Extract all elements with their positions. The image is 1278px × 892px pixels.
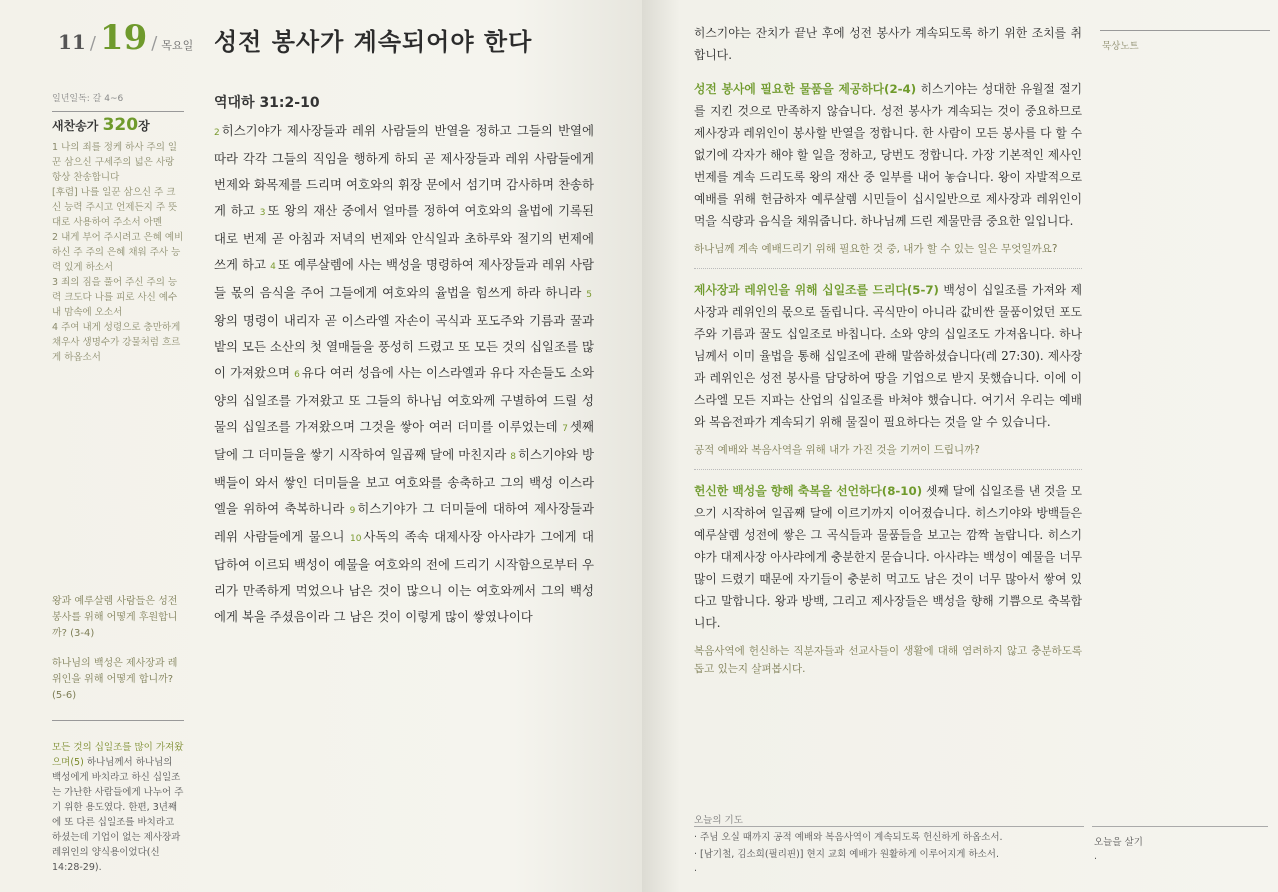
word-note-body: 하나님께서 하나님의 백성에게 바치라고 하신 십일조는 가난한 사람들에게 나누어 주기 위한 용도였다. 한편, 3년째에 또 다른 십일조를 바치라고 하셨는데 기업이 없는 제사장과 레위인의 양식용이었다(신 14:28-29). [52,757,184,873]
commentary-section: 제사장과 레위인을 위해 십일조를 드리다(5-7) 백성이 십일조를 가져와 제사장과 레위인의 몫으로 돌립니다. 곡식만이 아니라 값비싼 물품이었던 포도주와 기름과 꿀도 십일조로 바칩니다. 소와 양의 십일조도 가져옵니다. 하나님께서 이미 율법을 통해 십일조에 관해 말씀하셨습니다(레 27:30). 제사장과 레위인은 성전 봉사를 담당하여 땅을 기업으로 받지 못했습니다. 이에 이스라엘 모든 지파는 산업의 십일조를 바쳐야 했습니다. 여기서 우리는 예배와 복음전파가 계속되기 위해 물질이 필요하다는 것을 알 수 있습니다. [694,283,1082,429]
hymn-line: 1 나의 죄를 정케 하사 주의 일꾼 삼으신 구세주의 넓은 사랑 항상 찬송합니다 [52,142,178,183]
reflection-question: 하나님께 계속 예배드리기 위해 필요한 것 중, 내가 할 수 있는 일은 무엇일까요? [694,243,1058,255]
right-page [642,0,1278,892]
weekday: 목요일 [161,39,194,52]
commentary-section: 헌신한 백성을 향해 축복을 선언하다(8-10) 셋째 달에 십일조를 낸 것을 모으기 시작하여 일곱째 달에 이르기까지 이어졌습니다. 히스기야와 방백들은 예루살렘 성전에 쌓은 그 곡식들과 물품들을 보고는 깜짝 놀랍니다. 히스기야가 대제사장 아사랴에게 충분한지 묻습니다. 아사랴는 백성이 예물을 너무 많이 드렸기 때문에 자기들이 충분히 먹고도 남은 것이 너무 많아서 쌓여 있다고 말합니다. 왕과 방백, 그리고 제사장들은 백성을 향해 기쁨으로 축복합니다. [694,484,1083,630]
prayer-label: 오늘의 기도 [694,815,743,826]
commentary-intro: 히스기야는 잔치가 끝난 후에 성전 봉사가 계속되도록 하기 위한 조치를 취합니다. [694,26,1082,62]
hymn-line: 2 내게 부어 주시려고 은혜 예비하신 주 주의 은혜 채워 주사 능력 있게 하소서 [52,232,184,273]
word-note-head: 모든 것의 십일조를 많이 가져왔으며(5) [52,742,184,768]
scripture-text: 2 히스기야가 제사장들과 레위 사람들의 반열을 정하고 그들의 반열에 따라 각각 그들의 직임을 행하게 하되 곧 제사장들과 레위 사람들에게 번제와 화목제를 드리며 여호와의 휘장 문에서 섬기며 감사하며 찬송하게 하고 3 또 왕의 재산 중에서 얼마를 정하여 여호와의 율법에 기록된 대로 번제 곧 아침과 저녁의 번제와 안식일과 초하루와 절기의 번제에 쓰게 하고 4 또 예루살렘에 사는 백성을 명령하여 제사장들과 레위 사람들 몫의 음식을 주어 그들에게 여호와의 율법을 힘쓰게 하라 하니라 5왕의 명령이 내리자 곧 이스라엘 자손이 곡식과 포도주와 기름과 꿀과 밭의 모든 소산의 첫 열매들을 풍성히 드렸고 또 모든 것의 십일조를 많이 가져왔으며 6 유다 여러 성읍에 사는 이스라엘과 유다 자손들도 소와 양의 십일조를 가져왔고 또 그들의 하나님 여호와께 구별하여 드릴 성물의 십일조를 가져왔으며 그것을 쌓아 여러 더미를 이루었는데 7 셋째 달에 그 더미들을 쌓기 시작하여 일곱째 달에 마친지라 8 히스기야와 방백들이 와서 쌓인 더미들을 보고 여호와를 송축하고 그의 백성 이스라엘을 위하여 축복하니라 9 히스기야가 그 더미들에 대하여 제사장들과 레위 사람들에게 물으니 10 사독의 족속 대제사장 아사랴가 그에게 대답하여 이르되 백성이 예물을 여호와의 전에 드리기 시작함으로부터 우리가 만족하게 먹었으나 남은 것이 많으니 이는 여호와께서 그의 백성에게 복을 주셨음이라 그 남은 것이 이렇게 많이 쌓였나이다 [214,123,594,624]
commentary-section: 성전 봉사에 필요한 물품을 제공하다(2-4) 히스기야는 성대한 유월절 절기를 지킨 것으로 만족하지 않습니다. 성전 봉사가 계속되는 것이 중요하므로 제사장과 레위인이 봉사할 반열을 정합니다. 한 사람이 모든 봉사를 다 할 수 없기에 각자가 해야 할 일을 정하고, 당번도 정합니다. 가장 기본적인 제사인 번제를 계속 드리도록 왕의 재산 중 일부를 내어 놓습니다. 왕이 자발적으로 예배를 위해 헌금하자 예루살렘 시민들이 십시일반으로 제사장과 레위인이 먹을 식량과 음식을 채워줍니다. 하나님께 드린 제물만큼 중요한 일입니다. [694,82,1082,228]
prayer-box [694,812,1084,880]
today-living-bullet: · [1094,854,1098,865]
reflection-question: 복음사역에 헌신하는 직분자들과 선교사들이 생활에 대해 염려하지 않고 충분하도록 돕고 있는지 살펴봅시다. [694,645,1082,675]
question: 하나님의 백성은 제사장과 레위인을 위해 어떻게 합니까? (5-6) [52,658,178,701]
prayer-item: · [남기철, 김소희(필리핀)] 현지 교회 예배가 원활하게 이루어지게 하소서. [694,849,999,860]
question: 왕과 예루살렘 사람들은 성전 봉사를 위해 어떻게 후원합니까? (3-4) [52,596,178,639]
commentary [694,22,1082,688]
page-title: 성전 봉사가 계속되어야 한다 [214,27,533,56]
hymn-line: [후렴] 나를 일꾼 삼으신 주 크신 능력 주시고 언제든지 주 뜻대로 사용하여 주소서 아멘 [52,187,178,228]
side-column [52,92,184,365]
today-living-label: 오늘을 살기 [1094,837,1143,848]
reflection-question: 공적 예배와 복음사역을 위해 내가 가진 것을 기꺼이 드립니까? [694,444,980,456]
reading-plan: 일년일독: 갈 4~6 [52,94,124,104]
hymn-line: 3 죄의 짐을 풀어 주신 주의 능력 크도다 나를 피로 사신 예수 내 맘속에 오소서 [52,277,178,318]
day: 19 [99,18,148,58]
scripture-reference: 역대하 31:2-10 [214,95,320,111]
word-note [52,740,184,875]
hymn-number: 320 [102,115,139,135]
hymn-line: 4 주여 내게 성령으로 충만하게 채우사 생명수가 강물처럼 흐르게 하옵소서 [52,322,181,363]
hymn-title: 새찬송가 320장 [52,115,150,135]
meditation-note-label: 묵상노트 [1102,41,1139,52]
month: 11 [58,30,86,54]
date-header: 11 / 19 / 목요일 [58,18,194,58]
prayer-item: · 주님 오실 때까지 공적 예배와 복음사역이 계속되도록 헌신하게 하옵소서. [694,832,1003,843]
study-questions [52,594,184,725]
prayer-item: · [694,866,698,877]
